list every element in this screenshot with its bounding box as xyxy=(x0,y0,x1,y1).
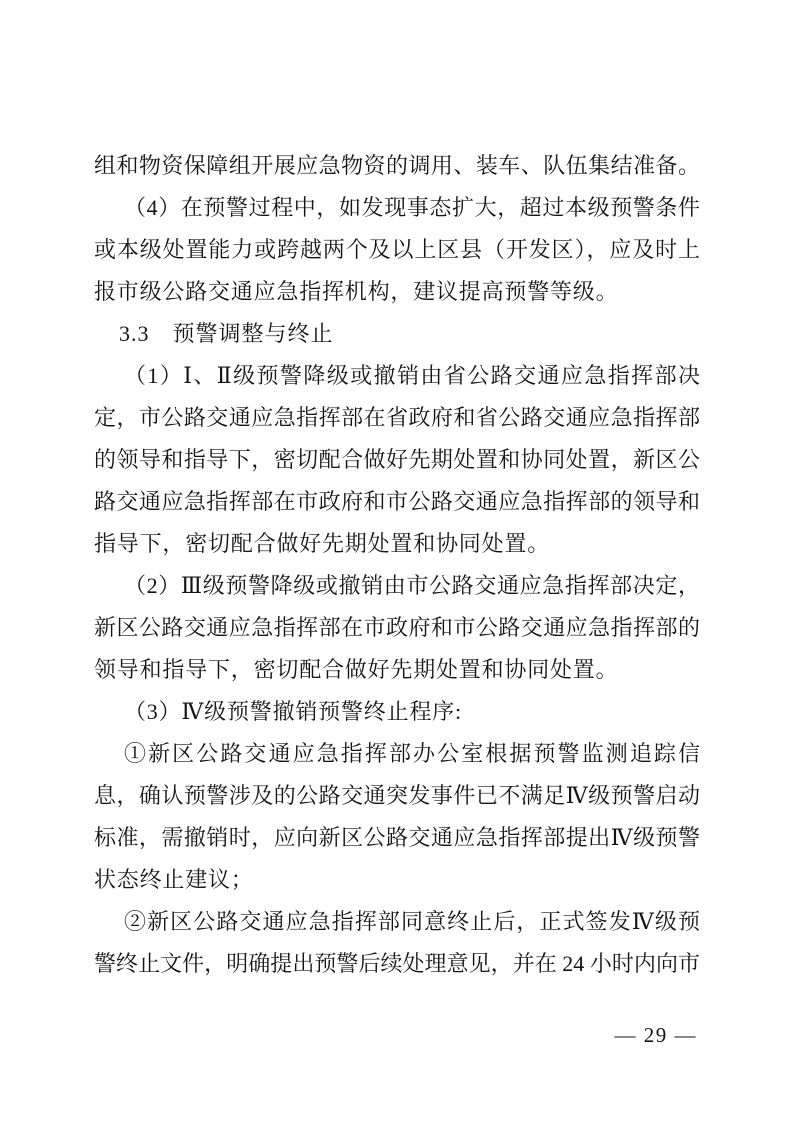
text-line-7: 定，市公路交通应急指挥部在省政府和省公路交通应急指挥部 xyxy=(94,405,700,430)
text-line-11: （2）Ⅲ级预警降级或撤销由市公路交通应急指挥部决定， xyxy=(124,573,700,598)
text-line-10: 指导下，密切配合做好先期处置和协同处置。 xyxy=(94,531,551,556)
text-line-2: （4）在预警过程中，如发现事态扩大，超过本级预警条件 xyxy=(124,195,700,220)
text-line-18: 状态终止建议； xyxy=(94,867,254,892)
text-line-1: 组和物资保障组开展应急物资的调用、装车、队伍集结准备。 xyxy=(94,153,700,178)
text-line-17: 标准，需撤销时，应向新区公路交通应急指挥部提出Ⅳ级预警 xyxy=(94,825,700,850)
text-line-8: 的领导和指导下，密切配合做好先期处置和协同处置，新区公 xyxy=(94,447,700,472)
document-body xyxy=(94,145,700,985)
text-line-14: （3）Ⅳ级预警撤销预警终止程序: xyxy=(124,699,462,724)
text-line-19: ②新区公路交通应急指挥部同意终止后，正式签发Ⅳ级预 xyxy=(124,909,700,934)
text-line-12: 新区公路交通应急指挥部在市政府和市公路交通应急指挥部的 xyxy=(94,615,700,640)
text-line-4: 报市级公路交通应急指挥机构，建议提高预警等级。 xyxy=(94,279,619,304)
page-number: — 29 — xyxy=(614,1023,697,1047)
text-line-15: ①新区公路交通应急指挥部办公室根据预警监测追踪信 xyxy=(124,741,700,766)
section-heading: 3.3 预警调整与终止 xyxy=(119,321,334,346)
text-line-16: 息，确认预警涉及的公路交通突发事件已不满足Ⅳ级预警启动 xyxy=(94,783,700,808)
text-line-6: （1）Ⅰ、Ⅱ级预警降级或撤销由省公路交通应急指挥部决 xyxy=(124,363,700,388)
text-line-3: 或本级处置能力或跨越两个及以上区县（开发区），应及时上 xyxy=(94,237,700,262)
text-line-13: 领导和指导下，密切配合做好先期处置和协同处置。 xyxy=(94,657,619,682)
text-line-9: 路交通应急指挥部在市政府和市公路交通应急指挥部的领导和 xyxy=(94,489,700,514)
text-line-20: 警终止文件，明确提出预警后续处理意见，并在 24 小时内向市 xyxy=(94,951,700,976)
